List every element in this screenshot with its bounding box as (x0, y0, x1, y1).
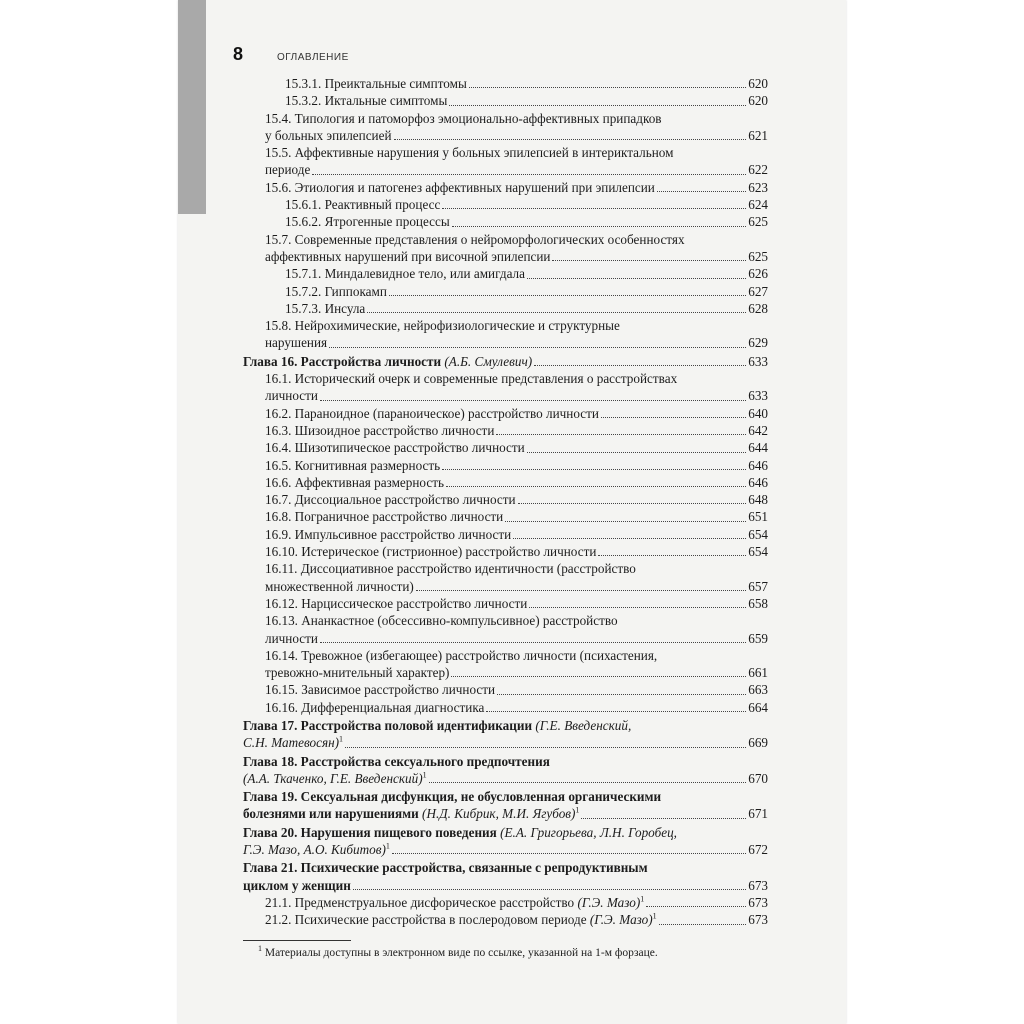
toc-line (243, 439, 768, 456)
toc-line (243, 699, 768, 716)
toc-line (243, 405, 768, 422)
dot-leader (646, 906, 746, 907)
chapter-title: Глава 20. Нарушения пищевого поведения (243, 824, 497, 840)
dot-leader (534, 365, 746, 366)
toc-page-number: 642 (748, 422, 768, 438)
toc-page-number: 673 (748, 912, 768, 928)
toc-page-number: 620 (748, 76, 768, 91)
toc-section (243, 560, 768, 595)
dot-leader (442, 469, 746, 470)
toc-entry-text (243, 353, 532, 370)
toc-entry-text: 16.7. Диссоциальное расстройство личности (265, 492, 516, 508)
chapter-title-cont: болезнями или нарушениями (243, 806, 419, 822)
toc-page-number: 671 (748, 806, 768, 822)
toc-section (243, 894, 768, 911)
toc-page-number: 646 (748, 474, 768, 490)
page-edge-tab (178, 0, 206, 214)
toc-section (243, 370, 768, 405)
toc-page-number: 663 (748, 682, 768, 698)
toc-page-number: 654 (748, 526, 768, 542)
toc-page-number: 633 (748, 388, 768, 404)
toc-entry-text: аффективных нарушений при височной эпилепсии (265, 248, 551, 264)
section-author: (Г.Э. Мазо) (577, 894, 641, 910)
toc-entry-text: 16.14. Тревожное (избегающее) расстройство личности (психастения, (265, 647, 658, 663)
toc-entry-text (243, 717, 631, 734)
toc-entry-text: нарушения (265, 335, 328, 351)
dot-leader (581, 818, 746, 819)
dot-leader (486, 711, 746, 712)
chapter-title: Глава 18. Расстройства сексуального предпочтения (243, 753, 550, 769)
toc-entry-text: 15.6. Этиология и патогенез аффективных нарушений при эпилепсии (265, 179, 655, 195)
toc-page-number: 657 (748, 578, 768, 594)
chapter-title: Глава 21. Психические расстройства, связанные с репродуктивным (243, 860, 648, 876)
toc-page-number: 627 (748, 283, 768, 299)
toc-line (243, 788, 768, 805)
toc-page-number: 620 (748, 93, 768, 109)
toc-line (243, 213, 768, 230)
toc-page-number: 673 (748, 877, 768, 893)
toc-line (243, 595, 768, 612)
toc-page-number: 625 (748, 214, 768, 230)
footnote-marker: 1 (258, 944, 262, 954)
toc-page-number: 673 (748, 894, 768, 910)
toc-chapter (243, 788, 768, 823)
toc-section (243, 179, 768, 196)
dot-leader (312, 174, 746, 175)
running-head: ОГЛАВЛЕНИЕ (277, 52, 349, 63)
chapter-author: (Е.А. Григорьева, Л.Н. Горобец, (500, 824, 677, 840)
chapter-title: Глава 16. Расстройства личности (243, 353, 442, 369)
dot-leader (392, 853, 746, 854)
toc-page-number: 623 (748, 179, 768, 195)
toc-line (243, 144, 768, 161)
dot-leader (394, 139, 747, 140)
toc-page-number: 624 (748, 197, 768, 213)
chapter-title: Глава 17. Расстройства половой идентификации (243, 717, 533, 733)
toc-page-number: 648 (748, 492, 768, 508)
toc-section (243, 144, 768, 179)
toc-entry-text: личности (265, 630, 318, 646)
toc-page-number: 633 (748, 353, 768, 369)
toc-page-number: 626 (748, 266, 768, 282)
toc-entry-text (243, 805, 579, 822)
toc-entry-text: 15.8. Нейрохимические, нейрофизиологические и структурные (265, 318, 620, 334)
toc-entry-text: 15.7.3. Инсула (285, 300, 366, 316)
dot-leader (451, 676, 746, 677)
toc-page-number: 658 (748, 595, 768, 611)
dot-leader (659, 924, 747, 925)
toc-page-number: 659 (748, 630, 768, 646)
toc-line (243, 491, 768, 508)
toc-page-number: 644 (748, 440, 768, 456)
footnote-ref: 1 (339, 734, 344, 744)
toc-chapter (243, 859, 768, 894)
toc-line (243, 753, 768, 770)
toc-line (243, 387, 768, 404)
toc-page-number: 654 (748, 544, 768, 560)
toc-entry-text: 16.15. Зависимое расстройство личности (265, 682, 496, 698)
footnote-rule (243, 940, 351, 941)
toc-page-number: 629 (748, 335, 768, 351)
toc-entry-text: 16.8. Пограничное расстройство личности (265, 509, 504, 525)
toc-entry-text: 16.13. Ананкастное (обсессивно-компульсивное) расстройство (265, 613, 618, 629)
dot-leader (657, 191, 746, 192)
dot-leader (496, 434, 746, 435)
toc-entry-text: 15.3.2. Иктальные симптомы (285, 93, 448, 109)
toc-page-number: 669 (748, 735, 768, 751)
toc-page-number: 672 (748, 842, 768, 858)
dot-leader (329, 347, 746, 348)
toc-chapter (243, 753, 768, 788)
footnote-ref: 1 (575, 806, 580, 816)
chapter-author: С.Н. Матевосян) (243, 735, 340, 751)
toc-line (243, 457, 768, 474)
toc-line (243, 300, 768, 317)
toc-entry-text (243, 877, 351, 894)
toc-entry-text: 15.7.1. Миндалевидное тело, или амигдала (285, 266, 525, 282)
toc-page-number: 661 (748, 665, 768, 681)
dot-leader (367, 312, 746, 313)
toc-line (243, 92, 768, 109)
dot-leader (345, 747, 746, 748)
toc-section (243, 647, 768, 682)
dot-leader (505, 521, 746, 522)
toc-entry-text: у больных эпилепсией (265, 127, 392, 143)
toc-entry-text (243, 788, 661, 805)
toc-page-number: 628 (748, 300, 768, 316)
dot-leader (529, 607, 746, 608)
toc-line (243, 612, 768, 629)
toc-line (243, 630, 768, 647)
toc-section (243, 508, 768, 525)
chapter-author: (Н.Д. Кибрик, М.И. Ягубов) (422, 806, 576, 822)
toc-section (243, 300, 768, 317)
dot-leader (449, 105, 746, 106)
toc-section (243, 110, 768, 145)
toc-section (243, 422, 768, 439)
toc-page-number: 621 (748, 127, 768, 143)
toc-line (243, 75, 768, 92)
toc-chapter (243, 353, 768, 370)
toc-line (243, 353, 768, 370)
toc-line (243, 647, 768, 664)
toc-entry-text: 16.12. Нарциссическое расстройство личности (265, 595, 528, 611)
toc-line (243, 824, 768, 841)
toc-section (243, 405, 768, 422)
toc-entry-text: 16.2. Параноидное (параноическое) расстройство личности (265, 405, 599, 421)
toc-section (243, 699, 768, 716)
toc-line (243, 578, 768, 595)
toc-page-number: 664 (748, 699, 768, 715)
footnote-text: Материалы доступны в электронном виде по ссылке, указанной на 1-м форзаце. (264, 947, 658, 959)
toc-line (243, 370, 768, 387)
toc-line (243, 265, 768, 282)
chapter-author: (А.Б. Смулевич) (444, 353, 533, 369)
toc-chapter (243, 717, 768, 752)
toc-entry-text: множественной личности) (265, 578, 414, 594)
footnote-ref: 1 (385, 841, 390, 851)
toc-entry-text: 16.1. Исторический очерк и современные представления о расстройствах (265, 371, 678, 387)
toc-line (243, 317, 768, 334)
toc-section (243, 526, 768, 543)
toc-entry-text (243, 753, 550, 770)
dot-leader (469, 87, 746, 88)
dot-leader (416, 590, 746, 591)
footnote-ref: 1 (640, 894, 645, 904)
chapter-title: Глава 19. Сексуальная дисфункция, не обусловленная органическими (243, 789, 662, 805)
toc-section (243, 612, 768, 647)
toc-line (243, 161, 768, 178)
toc-line (243, 422, 768, 439)
footnote-ref: 1 (422, 770, 427, 780)
toc-line (243, 734, 768, 751)
toc-section (243, 213, 768, 230)
dot-leader (389, 295, 746, 296)
toc-section (243, 196, 768, 213)
dot-leader (442, 208, 746, 209)
chapter-author: (Г.Е. Введенский, (535, 717, 632, 733)
toc-line (243, 664, 768, 681)
toc-entry-text: 16.9. Импульсивное расстройство личности (265, 526, 512, 542)
dot-leader (527, 278, 746, 279)
toc-entry-text: 21.1. Предменструальное дисфорическое расстройство (Г.Э. Мазо)$^1$ (265, 894, 645, 910)
dot-leader (601, 417, 746, 418)
toc-section (243, 75, 768, 92)
dot-leader (320, 642, 746, 643)
section-author: (Г.Э. Мазо) (589, 912, 653, 928)
toc-section (243, 911, 768, 928)
toc-line (243, 127, 768, 144)
toc-section (243, 457, 768, 474)
toc-section (243, 265, 768, 282)
toc-entry-text: 15.7.2. Гиппокамп (285, 283, 387, 299)
toc-page-number: 651 (748, 509, 768, 525)
toc-entry-text: периоде (265, 162, 311, 178)
toc-entry-text: 16.6. Аффективная размерность (265, 474, 444, 490)
dot-leader (497, 694, 746, 695)
toc-section (243, 283, 768, 300)
toc-entry-text (243, 841, 390, 858)
toc-entry-text: 15.6.2. Ятрогенные процессы (285, 214, 450, 230)
page-header (233, 44, 349, 64)
toc-line (243, 334, 768, 351)
page-number: 8 (233, 44, 244, 64)
toc-page-number: 670 (748, 770, 768, 786)
toc-entry-text (243, 859, 648, 876)
toc-line (243, 474, 768, 491)
toc-line (243, 283, 768, 300)
toc-entry-text: 15.3.1. Преиктальные симптомы (285, 76, 467, 91)
toc-line (243, 231, 768, 248)
toc-page-number: 622 (748, 162, 768, 178)
dot-leader (518, 503, 747, 504)
toc-page-number: 640 (748, 405, 768, 421)
dot-leader (320, 400, 746, 401)
toc-section (243, 92, 768, 109)
toc-section (243, 543, 768, 560)
toc-entry-text (243, 770, 427, 787)
toc-page-number: 625 (748, 248, 768, 264)
toc-entry-text: 16.5. Когнитивная размерность (265, 457, 441, 473)
toc-entry-text: 16.11. Диссоциативное расстройство идентичности (расстройство (265, 561, 636, 577)
toc-section (243, 439, 768, 456)
toc-line (243, 841, 768, 858)
toc-line (243, 681, 768, 698)
toc-entry-text: 15.6.1. Реактивный процесс (285, 197, 441, 213)
toc-line (243, 248, 768, 265)
toc-entry-text (243, 824, 677, 841)
dot-leader (552, 260, 746, 261)
toc-line (243, 526, 768, 543)
footnote-ref: 1 (652, 911, 657, 921)
toc-section (243, 491, 768, 508)
dot-leader (429, 782, 747, 783)
toc-entry-text: 16.4. Шизотипическое расстройство личности (265, 440, 525, 456)
toc-line (243, 911, 768, 928)
toc-entry-text: 16.16. Дифференциальная диагностика (265, 699, 485, 715)
toc-entry-text: 21.2. Психические расстройства в послеродовом периоде (Г.Э. Мазо)$^1$ (265, 911, 657, 928)
toc-line (243, 543, 768, 560)
toc-entry-text: личности (265, 388, 318, 404)
dot-leader (452, 226, 746, 227)
chapter-author: (А.А. Ткаченко, Г.Е. Введенский) (243, 770, 423, 786)
toc-line (243, 805, 768, 822)
toc-line (243, 859, 768, 876)
toc-chapter (243, 824, 768, 859)
toc-entry-text (243, 734, 343, 751)
toc-line (243, 196, 768, 213)
dot-leader (513, 538, 746, 539)
chapter-title-cont: циклом у женщин (243, 877, 351, 893)
dot-leader (598, 555, 746, 556)
toc-line (243, 560, 768, 577)
toc-entry-text: 15.4. Типология и патоморфоз эмоционально-аффективных припадков (265, 110, 662, 126)
toc-entry-text: тревожно-мнительный характер) (265, 665, 450, 681)
dot-leader (527, 452, 746, 453)
toc-section (243, 474, 768, 491)
toc-page-number: 646 (748, 457, 768, 473)
toc-line (243, 717, 768, 734)
table-of-contents (243, 75, 768, 929)
toc-line (243, 110, 768, 127)
toc-section (243, 231, 768, 266)
toc-entry-text: 16.10. Истерическое (гистрионное) расстройство личности (265, 544, 597, 560)
toc-entry-text: 15.5. Аффективные нарушения у больных эпилепсией в интериктальном (265, 145, 674, 161)
chapter-author: Г.Э. Мазо, А.О. Кибитов) (243, 842, 386, 858)
footnote (258, 946, 778, 960)
toc-line (243, 894, 768, 911)
toc-entry-text: 15.7. Современные представления о нейроморфологических особенностях (265, 231, 685, 247)
toc-section (243, 681, 768, 698)
toc-section (243, 595, 768, 612)
toc-section (243, 317, 768, 352)
toc-line (243, 508, 768, 525)
dot-leader (353, 889, 746, 890)
toc-line (243, 770, 768, 787)
toc-entry-text: 16.3. Шизоидное расстройство личности (265, 422, 495, 438)
toc-line (243, 877, 768, 894)
dot-leader (446, 486, 746, 487)
toc-line (243, 179, 768, 196)
